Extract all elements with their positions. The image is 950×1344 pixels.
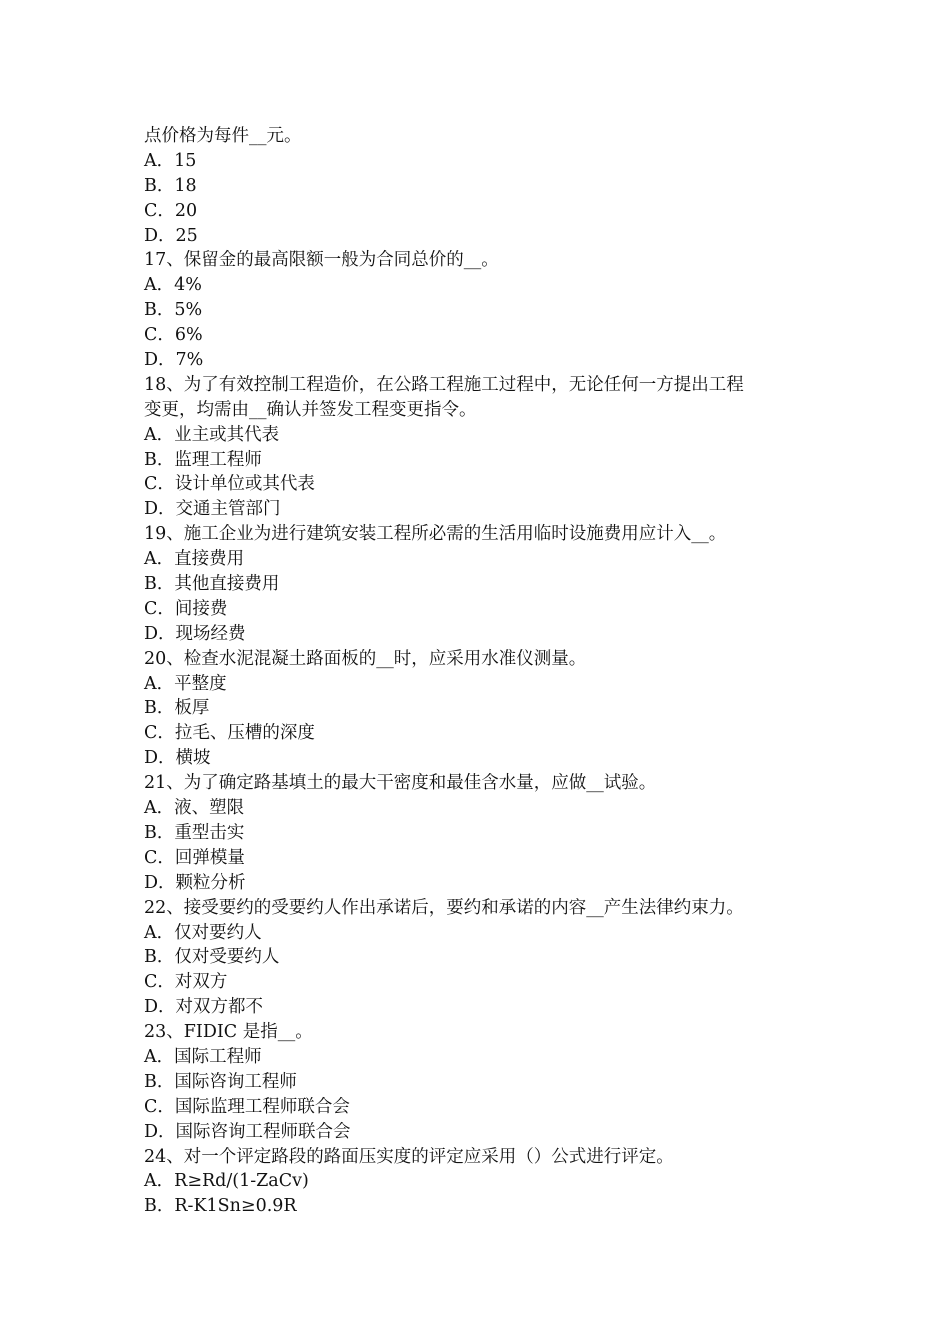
q16-option-d: D．25 xyxy=(144,225,198,246)
q23-option-a: A．国际工程师 xyxy=(144,1046,262,1067)
question-19: 19、施工企业为进行建筑安装工程所必需的生活用临时设施费用应计入__。 xyxy=(144,524,727,545)
q22-option-b: B．仅对受要约人 xyxy=(144,947,280,968)
q24-option-a: A．R≥Rd/(1-ZaCv) xyxy=(144,1171,309,1192)
q22-option-d: D．对双方都不 xyxy=(144,997,264,1018)
q16-option-a: A．15 xyxy=(144,150,197,171)
q19-option-b: B．其他直接费用 xyxy=(144,574,280,595)
q21-option-b: B．重型击实 xyxy=(144,822,245,843)
q20-option-b: B．板厚 xyxy=(144,698,210,719)
question-23: 23、FIDIC 是指__。 xyxy=(144,1022,313,1043)
question-20: 20、检查水泥混凝土路面板的__时，应采用水准仪测量。 xyxy=(144,648,587,669)
q17-option-c: C．6% xyxy=(144,325,203,346)
q20-option-d: D．横坡 xyxy=(144,748,211,769)
q16-option-c: C．20 xyxy=(144,200,198,221)
q21-option-c: C．回弹模量 xyxy=(144,847,245,868)
q18-option-c: C．设计单位或其代表 xyxy=(144,474,315,495)
q19-option-d: D．现场经费 xyxy=(144,623,246,644)
q21-option-d: D．颗粒分析 xyxy=(144,872,246,893)
q18-option-b: B．监理工程师 xyxy=(144,449,262,470)
q20-option-a: A．平整度 xyxy=(144,673,227,694)
q22-option-a: A．仅对要约人 xyxy=(144,922,262,943)
q19-option-a: A．直接费用 xyxy=(144,549,245,570)
q21-option-a: A．液、塑限 xyxy=(144,798,245,819)
question-24: 24、对一个评定路段的路面压实度的评定应采用（）公式进行评定。 xyxy=(144,1146,674,1167)
q18-option-d: D．交通主管部门 xyxy=(144,499,281,520)
question-16-continuation: 点价格为每件__元。 xyxy=(144,126,302,146)
q17-option-b: B．5% xyxy=(144,300,203,321)
q19-option-c: C．间接费 xyxy=(144,598,228,619)
question-21: 21、为了确定路基填土的最大干密度和最佳含水量，应做__试验。 xyxy=(144,773,657,794)
q22-option-c: C．对双方 xyxy=(144,972,228,993)
question-17: 17、保留金的最高限额一般为合同总价的__。 xyxy=(144,250,499,271)
q24-option-b: B．R-K1Sn≥0.9R xyxy=(144,1196,297,1217)
q23-option-c: C．国际监理工程师联合会 xyxy=(144,1096,350,1117)
document-body xyxy=(144,124,824,1219)
q23-option-b: B．国际咨询工程师 xyxy=(144,1071,297,1092)
q17-option-a: A．4% xyxy=(144,275,202,296)
q20-option-c: C．拉毛、压槽的深度 xyxy=(144,723,315,744)
q16-option-b: B．18 xyxy=(144,175,197,196)
q18-option-a: A．业主或其代表 xyxy=(144,424,280,445)
question-22: 22、接受要约的受要约人作出承诺后，要约和承诺的内容__产生法律约束力。 xyxy=(144,897,744,918)
q23-option-d: D．国际咨询工程师联合会 xyxy=(144,1121,351,1142)
question-18: 18、为了有效控制工程造价，在公路工程施工过程中，无论任何一方提出工程 xyxy=(144,374,744,395)
question-18-continuation: 变更，均需由__确认并签发工程变更指令。 xyxy=(144,399,477,420)
q17-option-d: D．7% xyxy=(144,350,204,371)
